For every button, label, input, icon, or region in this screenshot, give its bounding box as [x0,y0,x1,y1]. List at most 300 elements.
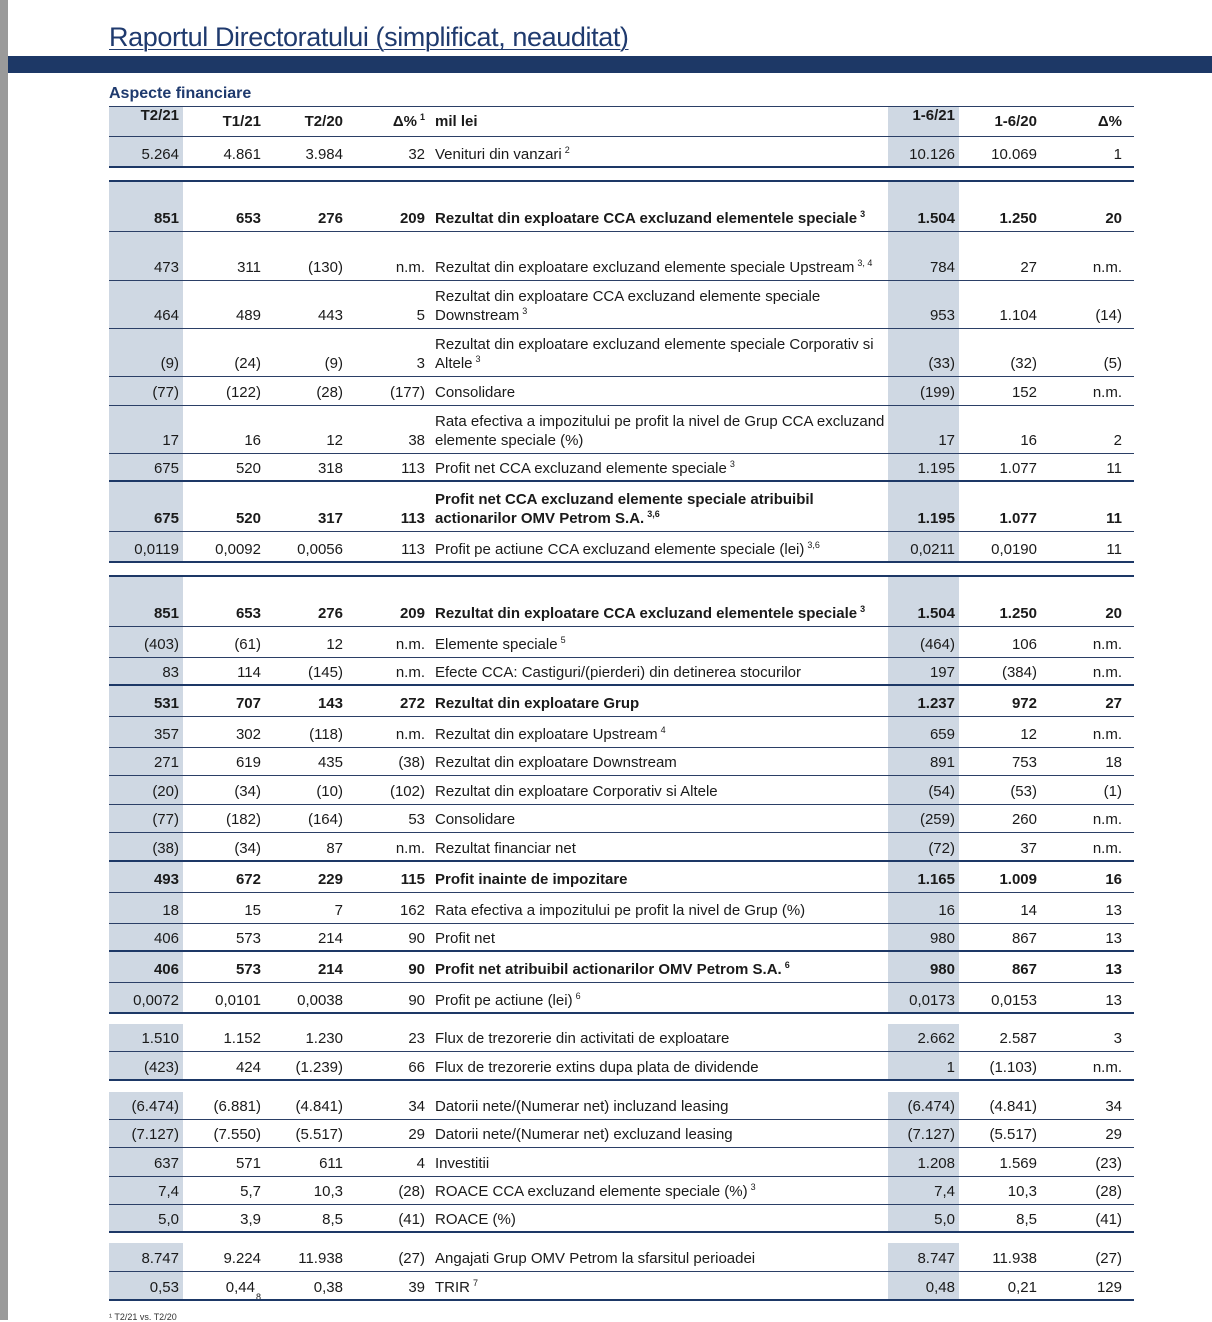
cell-c2 [183,1205,265,1233]
cell-c1 [109,377,183,406]
cell-c8 [1041,893,1134,924]
cell-c1 [109,776,183,805]
cell-value: 851 [153,605,179,622]
cell-c4 [347,1272,429,1301]
cell-c7 [959,748,1041,776]
row-label [429,1058,888,1081]
cell-c4 [347,952,429,983]
row-label-text: Profit net CCA excluzand elemente speciale atribuibil actionarilor OMV Petrom S.A. [435,491,814,527]
cell-value: 162 [399,902,425,919]
cell-c8 [1041,1092,1134,1120]
cell-c7 [959,232,1041,281]
cell-c3 [265,482,347,532]
cell-c7 [959,482,1041,532]
cell-c1 [109,862,183,893]
cell-c6 [888,281,959,329]
cell-value: 1.165 [917,871,955,888]
cell-c8 [1041,329,1134,377]
cell-value: 867 [1011,930,1037,947]
cell-value: 11.938 [992,1250,1037,1267]
cell-value: 980 [929,930,955,947]
cell-value: 34 [408,1098,425,1115]
cell-c4 [347,232,429,281]
cell-value: 675 [153,460,179,477]
table-row [109,329,1134,377]
cell-value: (23) [1095,1155,1122,1172]
cell-value: 13 [1105,930,1122,947]
cell-value: 784 [929,259,955,276]
cell-c3 [265,805,347,833]
cell-c7 [959,924,1041,952]
table-row [109,776,1134,805]
cell-c7 [959,805,1041,833]
cell-c6 [888,1052,959,1081]
cell-value: 18 [162,902,179,919]
cell-value: 11.938 [298,1250,343,1267]
cell-value: 10.126 [909,146,955,163]
cell-value: 311 [237,259,261,276]
cell-c6 [888,1205,959,1233]
cell-value: 1.195 [917,510,955,527]
cell-value: 5.264 [141,146,179,163]
cell-c3 [265,893,347,924]
cell-c4 [347,180,429,232]
cell-c1 [109,137,183,168]
cell-value: 27 [1020,259,1037,276]
cell-value: 17 [938,432,955,449]
row-label-text: Rezultat din exploatare Downstream [435,754,677,771]
cell-c7 [959,776,1041,805]
table-row [109,1120,1134,1148]
cell-value: (464) [919,636,955,653]
row-label [429,991,888,1014]
table-row [109,658,1134,686]
cell-value: 8,5 [322,1211,343,1228]
cell-c2 [183,1177,265,1205]
cell-value: 571 [235,1155,261,1172]
cell-value: (199) [919,384,955,401]
cell-value: 0,0119 [134,541,179,558]
cell-value: 114 [237,664,261,681]
cell-c6 [888,686,959,717]
cell-c7 [959,1120,1041,1148]
cell-c4 [347,1205,429,1233]
cell-c4 [347,862,429,893]
cell-c1 [109,232,183,281]
row-footnote: 7 [473,1278,479,1288]
cell-value: n.m. [1092,384,1122,401]
row-label-text: Profit net CCA excluzand elemente speciale [435,460,727,477]
cell-value: (7.127) [131,1126,179,1143]
cell-c7 [959,1148,1041,1177]
cell-c4 [347,893,429,924]
cell-c8 [1041,686,1134,717]
row-footnote: 6 [784,960,790,970]
cell-value: 9.224 [223,1250,261,1267]
cell-c3 [265,406,347,454]
cell-c2 [183,627,265,658]
row-footnote: 3 [750,1182,756,1192]
cell-c2 [183,983,265,1014]
row-label [429,694,888,717]
cell-c1 [109,1024,183,1052]
cell-c4 [347,281,429,329]
row-label-text: ROACE (%) [435,1211,516,1228]
cell-c7 [959,627,1041,658]
cell-value: 129 [1096,1279,1122,1296]
cell-c4 [347,329,429,377]
cell-value: 10,3 [313,1183,343,1200]
cell-c2 [183,137,265,168]
row-label [429,663,888,686]
cell-value: 1.009 [999,871,1037,888]
cell-value: 272 [399,695,425,712]
cell-c4 [347,658,429,686]
cell-value: 867 [1011,961,1037,978]
cell-c8 [1041,1205,1134,1233]
cell-c7 [959,329,1041,377]
row-footnote: 3 [475,354,481,364]
cell-value: 197 [929,664,955,681]
cell-c7 [959,658,1041,686]
cell-c1 [109,454,183,482]
cell-value: 659 [929,726,955,743]
cell-value: 3,9 [240,1211,261,1228]
financial-table [109,106,1134,1301]
cell-value: 3 [416,355,425,372]
table-row [109,686,1134,717]
cell-c7 [959,1092,1041,1120]
row-label-text: Angajati Grup OMV Petrom la sfarsitul perioadei [435,1250,756,1267]
cell-c2 [183,454,265,482]
cell-value: (4.841) [989,1098,1037,1115]
row-label-text: Rata efectiva a impozitului pe profit la nivel de Grup CCA excluzand elemente speciale (%) [435,413,885,449]
cell-c4 [347,377,429,406]
table-row [109,1092,1134,1120]
cell-value: (54) [928,783,955,800]
header-t1-21: T1/21 [222,113,261,130]
row-footnote: 3 [860,209,866,219]
cell-c7 [959,862,1041,893]
cell-value: 13 [1105,961,1122,978]
cell-c3 [265,717,347,748]
cell-c2 [183,658,265,686]
cell-value: (38) [398,754,425,771]
cell-c7 [959,1052,1041,1081]
cell-value: 229 [317,871,343,888]
cell-value: 1.504 [917,605,955,622]
cell-c3 [265,952,347,983]
cell-value: 520 [235,460,261,477]
cell-c2 [183,329,265,377]
cell-c8 [1041,924,1134,952]
cell-c8 [1041,658,1134,686]
cell-value: (28) [1095,1183,1122,1200]
cell-c1 [109,180,183,232]
cell-c1 [109,686,183,717]
cell-value: (28) [316,384,343,401]
cell-c6 [888,1024,959,1052]
cell-value: (384) [1001,664,1037,681]
cell-value: 424 [235,1059,261,1076]
cell-c4 [347,454,429,482]
row-rule [109,1079,1134,1081]
row-footnote: 6 [575,991,581,1001]
cell-c3 [265,232,347,281]
cell-c3 [265,862,347,893]
table-row [109,627,1134,658]
cell-value: 12 [326,636,343,653]
cell-c8 [1041,717,1134,748]
cell-value: 0,0211 [910,541,955,558]
cell-value: 0,0072 [133,992,179,1009]
cell-value: (41) [1095,1211,1122,1228]
row-label-text: Venituri din vanzari [435,146,562,163]
cell-value: 1.504 [917,210,955,227]
cell-value: 0,0056 [297,541,343,558]
cell-c2 [183,1243,265,1272]
header-t2-21: T2/21 [109,106,183,137]
cell-c7 [959,454,1041,482]
cell-value: 11 [1106,541,1122,558]
row-label-text: ROACE CCA excluzand elemente speciale (%) [435,1183,748,1200]
cell-value: (9) [160,355,179,372]
cell-c4 [347,1177,429,1205]
cell-value: n.m. [1092,636,1122,653]
table-row [109,1052,1134,1081]
cell-value: n.m. [395,259,425,276]
cell-value: 214 [317,961,343,978]
cell-c3 [265,748,347,776]
row-rule [109,1231,1134,1233]
cell-c8 [1041,627,1134,658]
cell-value: 473 [153,259,179,276]
table-row [109,575,1134,627]
cell-value: 3.984 [305,146,343,163]
row-footnote: 4 [660,725,666,735]
row-label-text: Consolidare [435,811,516,828]
row-label [429,1249,888,1272]
cell-value: 106 [1011,636,1037,653]
cell-value: (130) [307,259,343,276]
table-row [109,1272,1134,1301]
row-label [429,209,888,232]
cell-c8 [1041,232,1134,281]
cell-c4 [347,805,429,833]
row-label [429,1210,888,1233]
cell-c3 [265,924,347,952]
cell-c2 [183,776,265,805]
cell-c7 [959,1272,1041,1301]
table-row [109,1148,1134,1177]
cell-value: 11 [1106,510,1122,527]
cell-c7 [959,180,1041,232]
cell-value: 15 [244,902,261,919]
cell-value: (41) [398,1211,425,1228]
cell-c3 [265,658,347,686]
cell-c3 [265,1272,347,1301]
cell-c3 [265,532,347,563]
section-gap [109,1233,1134,1243]
cell-c4 [347,627,429,658]
cell-c7 [959,717,1041,748]
cell-value: 2 [1113,432,1122,449]
cell-value: 1.208 [917,1155,955,1172]
row-label-text: Rezultat din exploatare Upstream [435,726,658,743]
cell-value: 1.510 [141,1030,179,1047]
row-footnote: 3,6 [647,509,660,519]
row-label-text: Rezultat din exploatare excluzand elemente speciale Corporativ si Altele [435,336,874,372]
cell-value: 8,5 [1016,1211,1037,1228]
cell-value: 10,3 [1007,1183,1037,1200]
cell-c6 [888,1148,959,1177]
cell-value: (53) [1010,783,1037,800]
page-title: Raportul Directoratului (simplificat, neauditat) [109,22,629,52]
row-label-text: Rezultat din exploatare CCA excluzand elementele speciale [435,605,858,622]
cell-c3 [265,575,347,627]
table-header-row [109,106,1134,137]
cell-c1 [109,1052,183,1081]
cell-c1 [109,924,183,952]
cell-value: (10) [316,783,343,800]
cell-value: 1.077 [999,460,1037,477]
cell-value: (20) [152,783,179,800]
cell-value: 464 [153,307,179,324]
cell-value: 1.152 [223,1030,261,1047]
cell-c2 [183,1024,265,1052]
cell-value: (122) [225,384,261,401]
header-delta-half: Δ% [1097,113,1122,130]
cell-c8 [1041,1148,1134,1177]
header-t2-20: T2/20 [304,113,343,130]
row-label [429,960,888,983]
row-rule [109,166,1134,168]
cell-value: (27) [1095,1250,1122,1267]
cell-value: 16 [938,902,955,919]
section-title: Aspecte financiare [109,85,252,102]
cell-value: (118) [309,726,343,743]
row-label [429,1125,888,1148]
cell-value: 143 [317,695,343,712]
table-row [109,406,1134,454]
cell-c6 [888,627,959,658]
cell-c6 [888,924,959,952]
cell-value: (38) [152,840,179,857]
cell-value: 7 [334,902,343,919]
cell-value: 4 [416,1155,425,1172]
cell-value: (5) [1103,355,1122,372]
cell-c2 [183,180,265,232]
cell-value: n.m. [1092,259,1122,276]
cell-c4 [347,1120,429,1148]
cell-c7 [959,1243,1041,1272]
cell-c8 [1041,454,1134,482]
cell-value: 5 [416,307,425,324]
table-row [109,1243,1134,1272]
cell-value: 0,0092 [215,541,261,558]
cell-value: (6.881) [213,1098,261,1115]
cell-value: 707 [235,695,261,712]
cell-c2 [183,232,265,281]
cell-value: 443 [317,307,343,324]
row-label [429,335,888,377]
row-top-rule [109,180,1134,182]
cell-c1 [109,983,183,1014]
cell-value: 8.747 [917,1250,955,1267]
cell-value: 619 [235,754,261,771]
cell-c4 [347,482,429,532]
cell-c8 [1041,532,1134,563]
cell-c8 [1041,833,1134,862]
left-edge-bar [0,0,8,1320]
row-label [429,1154,888,1177]
row-label [429,810,888,833]
cell-value: 13 [1105,992,1122,1009]
cell-c7 [959,1205,1041,1233]
cell-value: 0,21 [1007,1279,1037,1296]
row-label-text: Flux de trezorerie din activitati de exploatare [435,1030,730,1047]
row-label-text: Profit pe actiune CCA excluzand elemente speciale (lei) [435,541,805,558]
cell-c2 [183,686,265,717]
cell-value: n.m. [1092,664,1122,681]
row-label-text: Rezultat din exploatare excluzand elemente speciale Upstream [435,259,855,276]
cell-c1 [109,482,183,532]
cell-c8 [1041,1052,1134,1081]
cell-value: 12 [326,432,343,449]
cell-value: 90 [408,992,425,1009]
cell-value: (177) [389,384,425,401]
cell-c3 [265,1024,347,1052]
cell-value: 2.662 [917,1030,955,1047]
cell-c8 [1041,805,1134,833]
header-delta-footnote: 1 [419,112,425,122]
cell-value: 23 [408,1030,425,1047]
cell-value: 5,0 [158,1211,179,1228]
cell-c1 [109,748,183,776]
cell-c7 [959,377,1041,406]
cell-c1 [109,1243,183,1272]
cell-c2 [183,377,265,406]
cell-c7 [959,406,1041,454]
cell-c4 [347,1024,429,1052]
cell-c4 [347,1148,429,1177]
cell-c4 [347,1092,429,1120]
cell-c8 [1041,406,1134,454]
cell-c8 [1041,1243,1134,1272]
cell-c3 [265,983,347,1014]
cell-c1 [109,329,183,377]
cell-value: 1 [1113,146,1122,163]
row-label-text: Investitii [435,1155,490,1172]
header-h1-21: 1-6/21 [888,106,959,137]
cell-value: 7,4 [158,1183,179,1200]
header-unit: mil lei [435,113,478,130]
cell-c8 [1041,1120,1134,1148]
cell-value: 276 [317,605,343,622]
cell-c3 [265,1148,347,1177]
cell-value: (33) [928,355,955,372]
cell-c7 [959,893,1041,924]
cell-c1 [109,1272,183,1301]
cell-c8 [1041,1024,1134,1052]
cell-c2 [183,1052,265,1081]
table-row [109,862,1134,893]
cell-c1 [109,406,183,454]
cell-value: 3 [1113,1030,1122,1047]
cell-c4 [347,983,429,1014]
table-row [109,377,1134,406]
cell-c8 [1041,180,1134,232]
